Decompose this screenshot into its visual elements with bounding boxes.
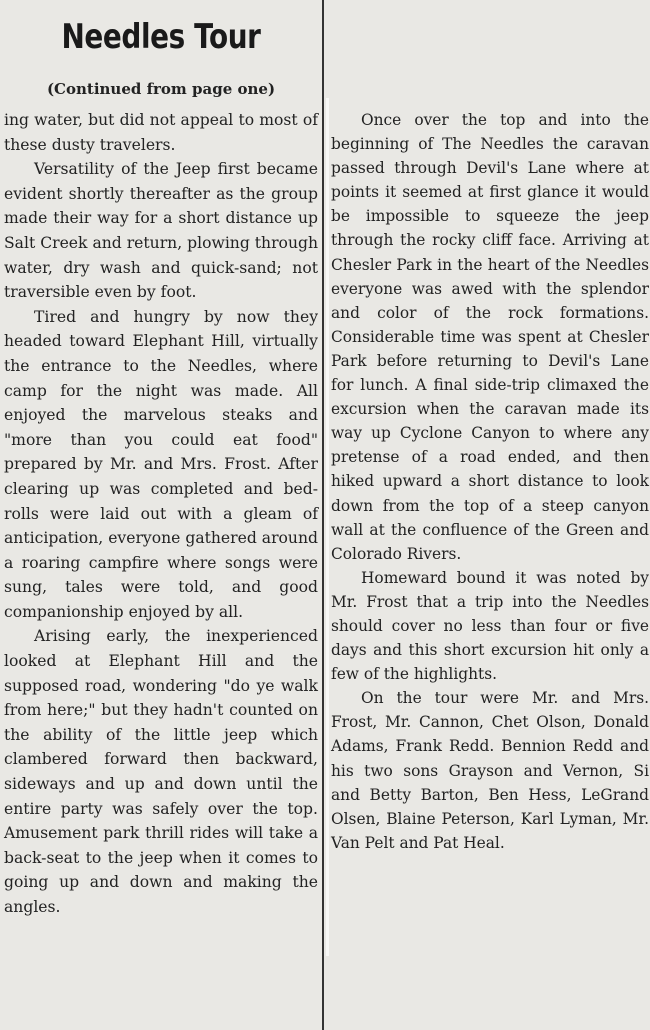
- right-column: [331, 98, 649, 956]
- paragraph-left-3: Tired and hungry by now they headed toward Elephant Hill, virtually the entrance to the Needles, where camp for the night was made. All enjoyed the marvelous steaks and "more than you could eat food" prepared by Mr. and Mrs. Frost. After clearing up was completed and bed-rolls were laid out with a gleam of anticipation, everyone gathered around a roaring campfire where songs were sung, tales were told, and good companionship enjoyed by all.: [4, 307, 318, 621]
- paragraph-left-4: Arising early, the inexperienced looked at Elephant Hill and the supposed road, wondering "do ye walk from here;" but they hadn't counted on the ability of the little jeep which clambered forward then backward, sideways and up and down until the entire party was safely over the top. Amusement park thrill rides will take a back-seat to the jeep when it comes to going up and down and making the angles.: [4, 627, 318, 916]
- continuation-note: (Continued from page one): [46, 80, 276, 98]
- clipping-edge: [326, 98, 329, 956]
- column-rule: [322, 0, 324, 1030]
- headline: Needles Tour: [61, 17, 261, 57]
- paragraph-left-1: ing water, but did not appeal to most of these dusty travelers.: [4, 111, 318, 154]
- paragraph-right-1: Once over the top and into the beginning of The Needles the caravan passed through Devil's Lane where at points it seemed at first glance it would be impossible to squeeze the jeep through the rocky cliff face. Arriving at Chesler Park in the heart of the Needles everyone was awed with the splendor and color of the rock formations. Considerable time was spent at Chesler Park before returning to Devil's Lane for lunch. A final side-trip climaxed the excursion when the caravan made its way up Cyclone Canyon to where any pretense of a road ended, and then hiked upward a short distance to look down from the top of a steep canyon wall at the confluence of the Green and Colorado Rivers.: [331, 111, 649, 563]
- paragraph-right-3: On the tour were Mr. and Mrs. Frost, Mr. Cannon, Chet Olson, Donald Adams, Frank Redd. Bennion Redd and his two sons Grayson and Vernon, Si and Betty Barton, Ben Hess, LeGrand Olsen, Blaine Peterson, Karl Lyman, Mr. Van Pelt and Pat Heal.: [331, 689, 649, 852]
- paragraph-left-2: Versatility of the Jeep first became evident shortly thereafter as the group made their way for a short distance up Salt Creek and return, plowing through water, dry wash and quick-sand; not traversible even by foot.: [4, 160, 319, 302]
- left-column: [4, 0, 318, 1030]
- paragraph-right-2: Homeward bound it was noted by Mr. Frost that a trip into the Needles should cover no less than four or five days and this short excursion hit only a few of the highlights.: [331, 568, 649, 684]
